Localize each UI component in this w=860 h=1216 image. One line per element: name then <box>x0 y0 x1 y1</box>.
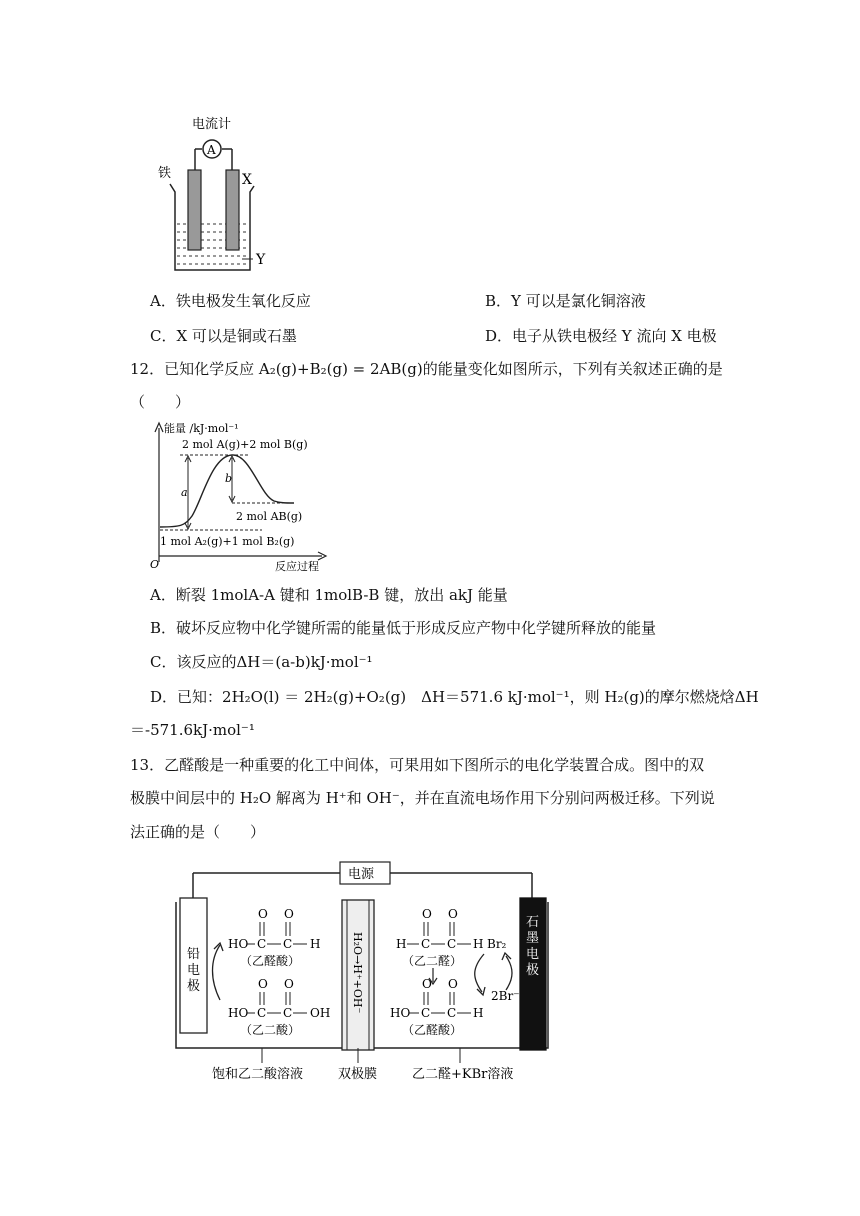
a-label: a <box>181 486 188 499</box>
q11-option-b: B．Y 可以是氯化铜溶液 <box>485 292 646 310</box>
iron-electrode-label: 铁 <box>158 166 172 181</box>
q12-option-c: C．该反应的ΔH＝(a-b)kJ·mol⁻¹ <box>150 653 373 671</box>
q12-option-a: A．断裂 1molA-A 键和 1molB-B 键，放出 akJ 能量 <box>150 586 508 604</box>
svg-text:A: A <box>207 143 216 157</box>
glyoxylic-acid-right <box>390 977 483 1037</box>
y-solution-label: Y <box>256 252 266 268</box>
glyoxal-right <box>396 907 483 968</box>
q13-stem-line3: 法正确的是（ ） <box>130 823 266 841</box>
svg-text:C: C <box>257 1006 267 1020</box>
bromine-label: Br₂ <box>487 937 507 951</box>
bromide-label: 2Br⁻ <box>491 989 520 1003</box>
x-axis-label: 反应过程 <box>275 560 319 572</box>
q12-stem-line1: 12．已知化学反应 A₂(g)+B₂(g) = 2AB(g)的能量变化如图所示，下列有关叙述正确的是 <box>130 360 723 378</box>
svg-text:C: C <box>283 937 293 951</box>
svg-text:O: O <box>448 907 458 921</box>
lead-electrode-label: 铅电极 <box>187 947 201 994</box>
svg-text:C: C <box>257 937 267 951</box>
svg-text:（乙二醛）: （乙二醛） <box>402 954 463 968</box>
q12-option-b: B．破坏反应物中化学键所需的能量低于形成反应产物中化学键所释放的能量 <box>150 619 657 637</box>
left-solution-label: 饱和乙二酸溶液 <box>212 1067 304 1082</box>
svg-text:（乙二酸）: （乙二酸） <box>240 1023 301 1037</box>
ammeter-label: 电流计 <box>192 117 232 132</box>
reactant-molecules-label: 1 mol A₂(g)+1 mol B₂(g) <box>160 535 295 548</box>
q12-option-d-line2: ＝-571.6kJ·mol⁻¹ <box>130 721 255 739</box>
svg-text:HO: HO <box>228 937 249 951</box>
power-supply-label: 电源 <box>348 867 375 882</box>
svg-text:O: O <box>284 907 294 921</box>
membrane-label: 双极膜 <box>338 1067 378 1082</box>
svg-text:HO: HO <box>390 1006 411 1020</box>
electrolysis-cell-figure <box>150 850 560 1088</box>
graphite-electrode-label: 石墨电极 <box>526 915 540 978</box>
q11-option-d: D．电子从铁电极经 Y 流向 X 电极 <box>485 327 717 345</box>
right-solution-label: 乙二醛+KBr溶液 <box>412 1067 514 1082</box>
q11-option-a: A．铁电极发生氧化反应 <box>150 292 311 310</box>
svg-text:O: O <box>448 977 458 991</box>
svg-text:O: O <box>258 907 268 921</box>
q11-option-c: C．X 可以是铜或石墨 <box>150 327 297 345</box>
oxalic-acid-left <box>228 977 330 1037</box>
svg-text:O: O <box>422 977 432 991</box>
svg-text:H: H <box>473 937 484 951</box>
svg-text:H: H <box>310 937 321 951</box>
q12-option-d-line1: D．已知：2H₂O(l) ＝ 2H₂(g)+O₂(g) ΔH＝571.6 kJ·mol⁻¹，则 H₂(g)的摩尔燃烧焓ΔH <box>150 688 759 706</box>
svg-text:HO: HO <box>228 1006 249 1020</box>
product-label: 2 mol AB(g) <box>236 510 303 523</box>
x-electrode-label: X <box>242 172 252 188</box>
svg-text:OH: OH <box>310 1006 331 1020</box>
svg-text:O: O <box>422 907 432 921</box>
galvanic-cell-figure <box>150 112 280 277</box>
svg-text:C: C <box>447 937 457 951</box>
svg-text:（乙醛酸）: （乙醛酸） <box>240 954 301 968</box>
glyoxylic-acid-left <box>228 907 320 968</box>
svg-text:H: H <box>396 937 407 951</box>
svg-text:H: H <box>473 1006 484 1020</box>
svg-text:C: C <box>283 1006 293 1020</box>
origin-label: O <box>150 558 160 571</box>
svg-text:C: C <box>421 1006 431 1020</box>
q13-stem-line1: 13．乙醛酸是一种重要的化工中间体，可果用如下图所示的电化学装置合成。图中的双 <box>130 756 705 774</box>
energy-profile-diagram <box>150 420 335 572</box>
reactant-atoms-label: 2 mol A(g)+2 mol B(g) <box>182 438 308 451</box>
b-label: b <box>225 472 233 485</box>
y-axis-label: 能量 /kJ·mol⁻¹ <box>164 422 239 435</box>
svg-text:O: O <box>284 977 294 991</box>
svg-text:C: C <box>421 937 431 951</box>
svg-text:（乙醛酸）: （乙醛酸） <box>402 1023 463 1037</box>
q13-stem-line2: 极膜中间层中的 H₂O 解离为 H⁺和 OH⁻，并在直流电场作用下分别问两极迁移。下列说 <box>130 789 715 807</box>
svg-text:C: C <box>447 1006 457 1020</box>
membrane-reaction: H₂O→H⁺+OH⁻ <box>351 932 364 1014</box>
iron-electrode <box>188 170 201 250</box>
x-electrode <box>226 170 239 250</box>
q12-stem-line2: （ ） <box>130 393 191 411</box>
svg-text:O: O <box>258 977 268 991</box>
